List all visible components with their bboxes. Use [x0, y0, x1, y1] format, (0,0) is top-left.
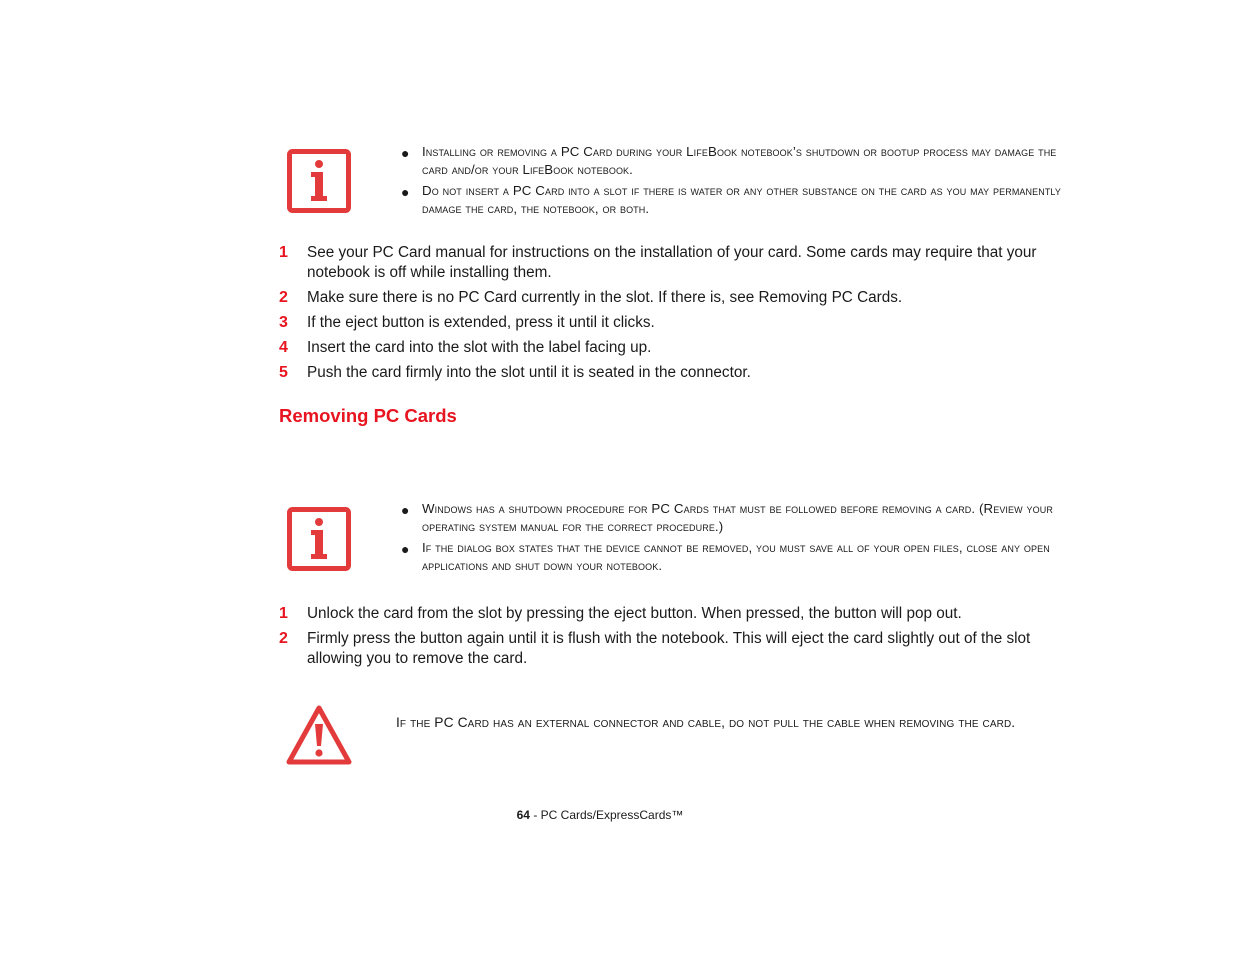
warning-icon — [285, 704, 353, 766]
page-number: 64 — [516, 808, 530, 822]
note-list-1 — [401, 143, 1062, 218]
footer-title: PC Cards/ExpressCards™ — [540, 808, 684, 822]
note-item — [401, 539, 1062, 575]
info-icon — [287, 507, 351, 571]
step-text: Firmly press the button again until it is flush with the notebook. This will eject the card slightly out of the slot allowing you to remove the card. — [307, 630, 1031, 667]
step-text: If the eject button is extended, press it until it clicks. — [307, 314, 655, 331]
bullet-icon: ● — [401, 541, 410, 557]
step-text: Insert the card into the slot with the label facing up. — [307, 339, 652, 356]
bullet-icon: ● — [401, 145, 410, 161]
section-heading: Removing PC Cards — [279, 405, 457, 426]
note-item — [401, 182, 1062, 218]
step-text: Make sure there is no PC Card currently in the slot. If there is, see Removing PC Cards. — [307, 289, 903, 306]
page-footer — [0, 807, 1200, 823]
note-text: Installing or removing a PC Card during your LifeBook notebook’s shutdown or bootup process may damage the card and/or your LifeBook notebook. — [422, 144, 1057, 177]
step-number: 2 — [279, 630, 288, 647]
step-text: Unlock the card from the slot by pressing the eject button. When pressed, the button will pop out. — [307, 605, 962, 622]
note-text: Windows has a shutdown procedure for PC Cards that must be followed before removing a card. (Review your operating system manual for the correct procedure.) — [422, 501, 1053, 534]
bullet-icon: ● — [401, 184, 410, 200]
note-item — [401, 143, 1062, 179]
note-item — [401, 500, 1062, 536]
step-number: 1 — [279, 605, 288, 622]
note-text: Do not insert a PC Card into a slot if there is water or any other substance on the card as you may permanently damage the card, the notebook, or both. — [422, 183, 1061, 216]
step-number: 2 — [279, 289, 288, 306]
warning-text: If the PC Card has an external connector and cable, do not pull the cable when removing the card. — [396, 715, 1016, 730]
step-text: Push the card firmly into the slot until it is seated in the connector. — [307, 364, 751, 381]
step-text: See your PC Card manual for instructions on the installation of your card. Some cards may require that your notebook is off while installing them. — [307, 244, 1037, 281]
step-number: 5 — [279, 364, 288, 381]
footer-separator: - — [529, 808, 541, 822]
info-icon — [287, 149, 351, 213]
step-number: 3 — [279, 314, 288, 331]
step-number: 1 — [279, 244, 288, 261]
step-number: 4 — [279, 339, 288, 356]
note-list-2 — [401, 500, 1062, 575]
note-text: If the dialog box states that the device cannot be removed, you must save all of your open files, close any open applications and shut down your notebook. — [422, 540, 1050, 573]
bullet-icon: ● — [401, 502, 410, 518]
